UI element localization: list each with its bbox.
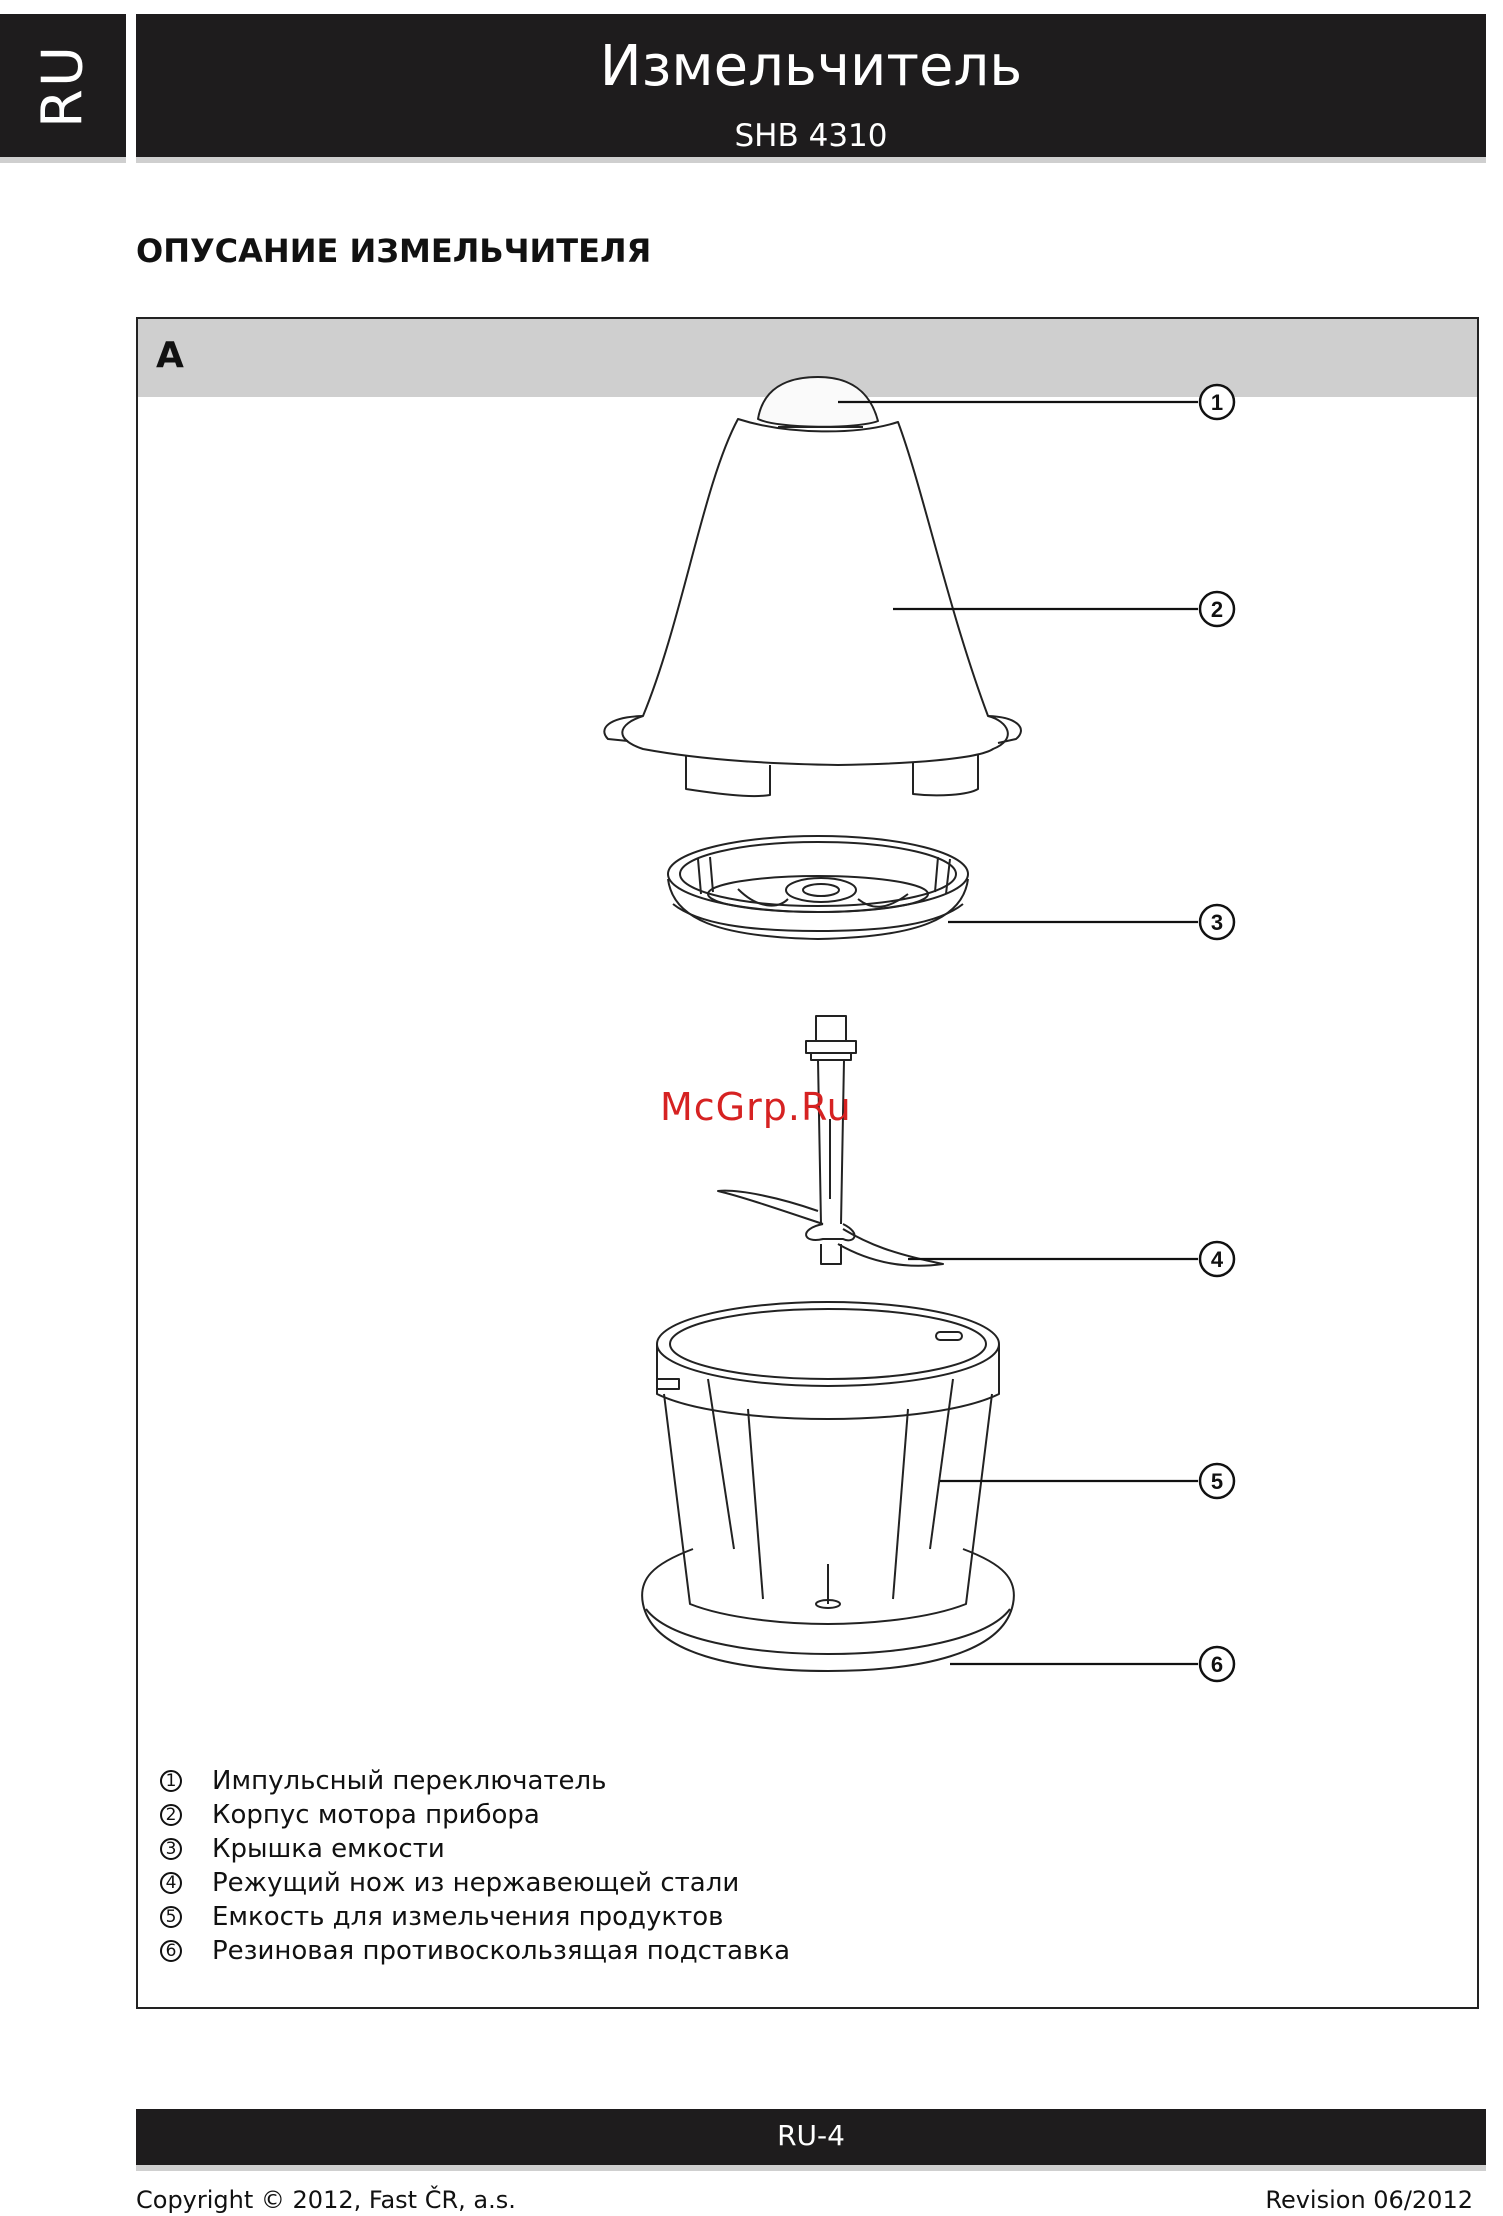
legend-text: Корпус мотора прибора bbox=[212, 1800, 540, 1830]
legend-number: 5 bbox=[160, 1906, 182, 1928]
legend-item bbox=[160, 1934, 790, 1968]
legend-item bbox=[160, 1832, 790, 1866]
legend-item bbox=[160, 1798, 790, 1832]
callout-3: 3 bbox=[1210, 910, 1224, 935]
model-number: SHB 4310 bbox=[734, 118, 888, 154]
parts-legend bbox=[160, 1764, 790, 1968]
language-tab bbox=[0, 14, 126, 157]
legend-number: 4 bbox=[160, 1872, 182, 1894]
cutting-blade-drawing bbox=[718, 1016, 943, 1266]
callout-5: 5 bbox=[1210, 1469, 1224, 1494]
legend-text: Режущий нож из нержавеющей стали bbox=[212, 1868, 740, 1898]
figure-frame bbox=[136, 317, 1479, 2009]
legend-text: Крышка емкости bbox=[212, 1834, 445, 1864]
header-bar bbox=[136, 14, 1486, 157]
legend-text: Резиновая противоскользящая подставка bbox=[212, 1936, 791, 1966]
page-number: RU-4 bbox=[777, 2119, 845, 2152]
legend-number: 2 bbox=[160, 1804, 182, 1826]
figure-label: A bbox=[156, 335, 184, 376]
legend-text: Емкость для измельчения продуктов bbox=[212, 1902, 724, 1932]
section-heading: ОПУСАНИЕ ИЗМЕЛЬЧИТЕЛЯ bbox=[136, 232, 652, 270]
legend-number: 3 bbox=[160, 1838, 182, 1860]
footer-bar bbox=[136, 2109, 1486, 2165]
watermark: McGrp.Ru bbox=[660, 1085, 852, 1129]
chopper-exploded-diagram bbox=[138, 319, 1477, 1739]
callout-1: 1 bbox=[1210, 390, 1224, 415]
chopping-bowl-drawing bbox=[657, 1302, 999, 1624]
legend-item bbox=[160, 1866, 790, 1900]
legend-number: 6 bbox=[160, 1940, 182, 1962]
copyright-text: Copyright © 2012, Fast ČR, a.s. bbox=[136, 2186, 516, 2214]
document-title: Измельчитель bbox=[599, 34, 1023, 99]
motor-housing-drawing bbox=[604, 377, 1021, 796]
callout-2: 2 bbox=[1210, 597, 1224, 622]
callout-4: 4 bbox=[1210, 1247, 1224, 1272]
language-code: RU bbox=[30, 43, 96, 128]
legend-text: Импульсный переключатель bbox=[212, 1766, 607, 1796]
legend-item bbox=[160, 1900, 790, 1934]
legend-number: 1 bbox=[160, 1770, 182, 1792]
revision-text: Revision 06/2012 bbox=[1265, 2186, 1473, 2214]
legend-item bbox=[160, 1764, 790, 1798]
callout-6: 6 bbox=[1210, 1652, 1224, 1677]
container-lid-drawing bbox=[668, 836, 968, 939]
